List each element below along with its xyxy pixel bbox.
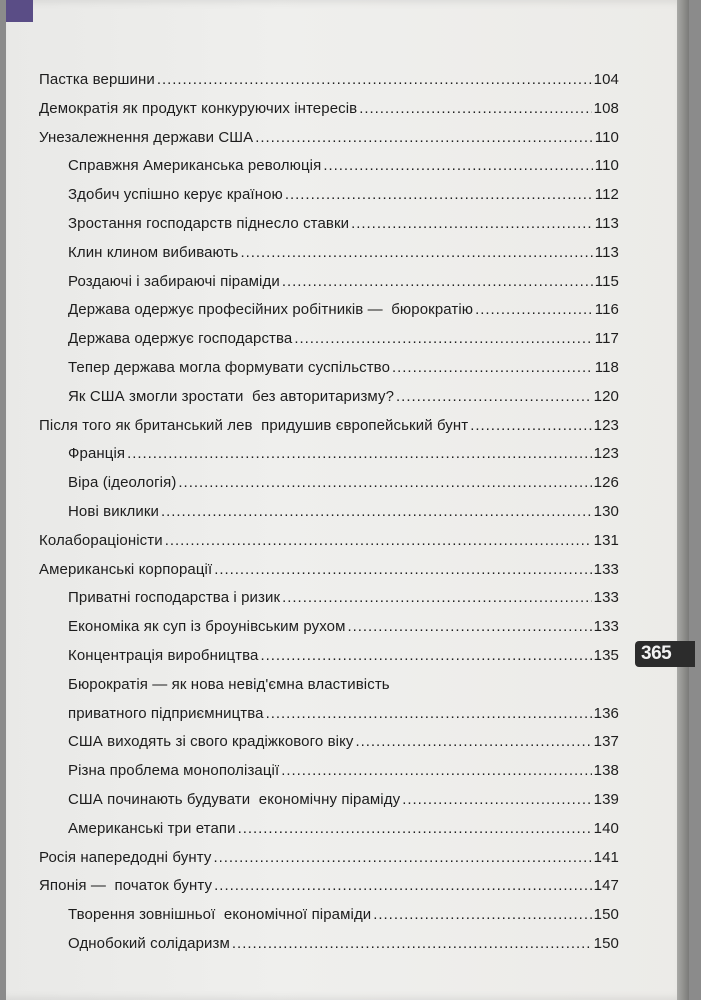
toc-entry-title: Творення зовнішньої економічної піраміди [68, 906, 372, 924]
toc-entry-title: Японія — початок бунту [39, 877, 213, 895]
toc-entry-page: 126 [593, 474, 619, 492]
page-gutter [677, 0, 689, 1000]
toc-leader-dots [281, 757, 591, 786]
toc-leader-dots [475, 296, 593, 325]
toc-entry-page: 117 [594, 330, 619, 348]
toc-entry-page: 110 [594, 128, 619, 146]
toc-entry [39, 469, 619, 498]
toc-entry-title: приватного підприємництва [68, 704, 264, 722]
toc-entry-title: Нові виклики [68, 502, 159, 520]
toc-entry-page: 133 [593, 560, 619, 578]
toc-entry-title: Бюрократія — як нова невід'ємна властивість [68, 675, 390, 693]
toc-entry-page: 123 [593, 445, 619, 463]
toc-entry-title: Однобокий солідаризм [68, 934, 230, 952]
toc-leader-dots [238, 815, 592, 844]
toc-entry [39, 584, 619, 613]
toc-leader-dots [392, 354, 593, 383]
toc-leader-dots [266, 700, 592, 729]
toc-leader-dots [285, 181, 593, 210]
toc-entry [39, 901, 619, 930]
toc-entry-title: Віра (ідеологія) [68, 474, 177, 492]
toc-entry-page: 141 [593, 848, 619, 866]
page-number-tab [635, 641, 695, 667]
toc-entry [39, 296, 619, 325]
toc-leader-dots [359, 95, 591, 124]
toc-entry-page: 116 [594, 301, 619, 319]
table-of-contents [39, 66, 619, 959]
toc-entry-page: 140 [593, 819, 619, 837]
toc-entry-title: Клин клином вибивають [68, 243, 239, 261]
page-edge-shadow [6, 0, 33, 22]
toc-entry-page: 133 [593, 589, 619, 607]
toc-leader-dots [373, 901, 591, 930]
toc-entry-page: 130 [593, 502, 619, 520]
toc-entry-page: 108 [593, 99, 619, 117]
toc-entry-page: 135 [593, 646, 619, 664]
toc-leader-dots [127, 440, 592, 469]
toc-entry-title: Зростання господарств піднесло ставки [68, 214, 350, 232]
toc-leader-dots [356, 728, 592, 757]
toc-leader-dots [351, 210, 593, 239]
toc-entry [39, 239, 619, 268]
toc-entry [39, 268, 619, 297]
toc-entry [39, 181, 619, 210]
toc-entry [39, 642, 619, 671]
toc-entry-title: Як США змогли зростати без авторитаризму? [68, 387, 395, 405]
toc-entry [39, 556, 619, 585]
toc-entry-title: Пастка вершини [39, 71, 155, 88]
toc-entry-title: Американські корпорації [39, 560, 213, 578]
toc-entry [39, 613, 619, 642]
toc-leader-dots [232, 930, 592, 959]
toc-entry-page: 112 [594, 186, 619, 204]
toc-entry-page: 150 [593, 906, 619, 924]
toc-leader-dots [323, 152, 592, 181]
book-page [6, 0, 689, 1000]
toc-entry [39, 95, 619, 124]
toc-leader-dots [348, 613, 592, 642]
toc-entry [39, 124, 619, 153]
toc-entry-title: Держава одержує професійних робітників — бюрократію [68, 301, 474, 319]
toc-leader-dots [294, 325, 592, 354]
toc-leader-dots [470, 412, 591, 441]
toc-entry [39, 325, 619, 354]
toc-entry [39, 354, 619, 383]
toc-entry-page: 138 [593, 762, 619, 780]
toc-entry-title: Франція [68, 445, 126, 463]
toc-leader-dots [282, 584, 592, 613]
toc-leader-dots [213, 844, 591, 873]
toc-entry-title: Справжня Американська революція [68, 157, 322, 175]
toc-entry-title: Унезалежнення держави США [39, 128, 254, 146]
toc-entry [39, 757, 619, 786]
toc-entry [39, 728, 619, 757]
toc-entry-title: США починають будувати економічну піраміду [68, 790, 401, 808]
toc-entry [39, 930, 619, 959]
toc-entry-page: 137 [593, 733, 619, 751]
toc-leader-dots [165, 527, 592, 556]
toc-entry-page: 147 [593, 877, 619, 895]
toc-entry-title: Концентрація виробництва [68, 646, 259, 664]
toc-entry [39, 498, 619, 527]
toc-leader-dots [161, 498, 592, 527]
toc-leader-dots [214, 872, 592, 901]
toc-entry-title: Тепер держава могла формувати суспільство [68, 358, 391, 376]
toc-entry-page: 113 [594, 214, 619, 232]
toc-entry-title: Колабораціоністи [39, 531, 163, 549]
toc-entry-page: 120 [593, 387, 619, 405]
toc-entry-title: Різна проблема монополізації [68, 762, 280, 780]
page-number: 365 [641, 643, 672, 664]
toc-entry-title: Роздаючі і забираючі піраміди [68, 272, 280, 290]
toc-entry-page: 123 [593, 416, 619, 434]
toc-entry [39, 700, 619, 729]
toc-leader-dots [214, 556, 591, 585]
toc-entry-title: Здобич успішно керує країною [68, 186, 283, 204]
toc-leader-dots [260, 642, 591, 671]
toc-entry [39, 844, 619, 873]
toc-leader-dots [157, 66, 592, 95]
toc-entry-title: Після того як британський лев придушив європейський бунт [39, 416, 469, 434]
toc-entry-title: Американські три етапи [68, 819, 236, 837]
toc-entry-page: 131 [593, 531, 619, 549]
toc-entry-page: 133 [593, 618, 619, 636]
toc-entry [39, 152, 619, 181]
toc-entry-page: 150 [593, 934, 619, 952]
toc-leader-dots [178, 469, 591, 498]
toc-entry-title: Приватні господарства і ризик [68, 589, 281, 607]
toc-entry-title: Демократія як продукт конкуруючих інтересів [39, 99, 358, 117]
toc-entry-title: Росія напередодні бунту [39, 848, 212, 866]
toc-entry-title: Економіка як суп із броунівським рухом [68, 618, 346, 636]
toc-entry-page: 118 [594, 358, 619, 376]
toc-entry [39, 412, 619, 441]
toc-leader-dots [240, 239, 592, 268]
toc-entry-page: 139 [593, 790, 619, 808]
toc-entry [39, 66, 619, 95]
toc-entry [39, 383, 619, 412]
toc-leader-dots [255, 124, 593, 153]
toc-leader-dots [396, 383, 592, 412]
toc-entry-page: 136 [593, 704, 619, 722]
toc-entry [39, 210, 619, 239]
toc-leader-dots [402, 786, 591, 815]
toc-entry [39, 872, 619, 901]
toc-entry [39, 671, 619, 700]
toc-entry [39, 786, 619, 815]
toc-entry [39, 527, 619, 556]
toc-entry-title: Держава одержує господарства [68, 330, 293, 348]
toc-entry-page: 110 [594, 157, 619, 175]
toc-entry [39, 440, 619, 469]
toc-entry [39, 815, 619, 844]
toc-entry-page: 115 [594, 272, 619, 290]
toc-entry-page: 113 [594, 243, 619, 261]
toc-leader-dots [282, 268, 593, 297]
toc-entry-page: 104 [593, 71, 619, 88]
toc-entry-title: США виходять зі свого крадіжкового віку [68, 733, 354, 751]
